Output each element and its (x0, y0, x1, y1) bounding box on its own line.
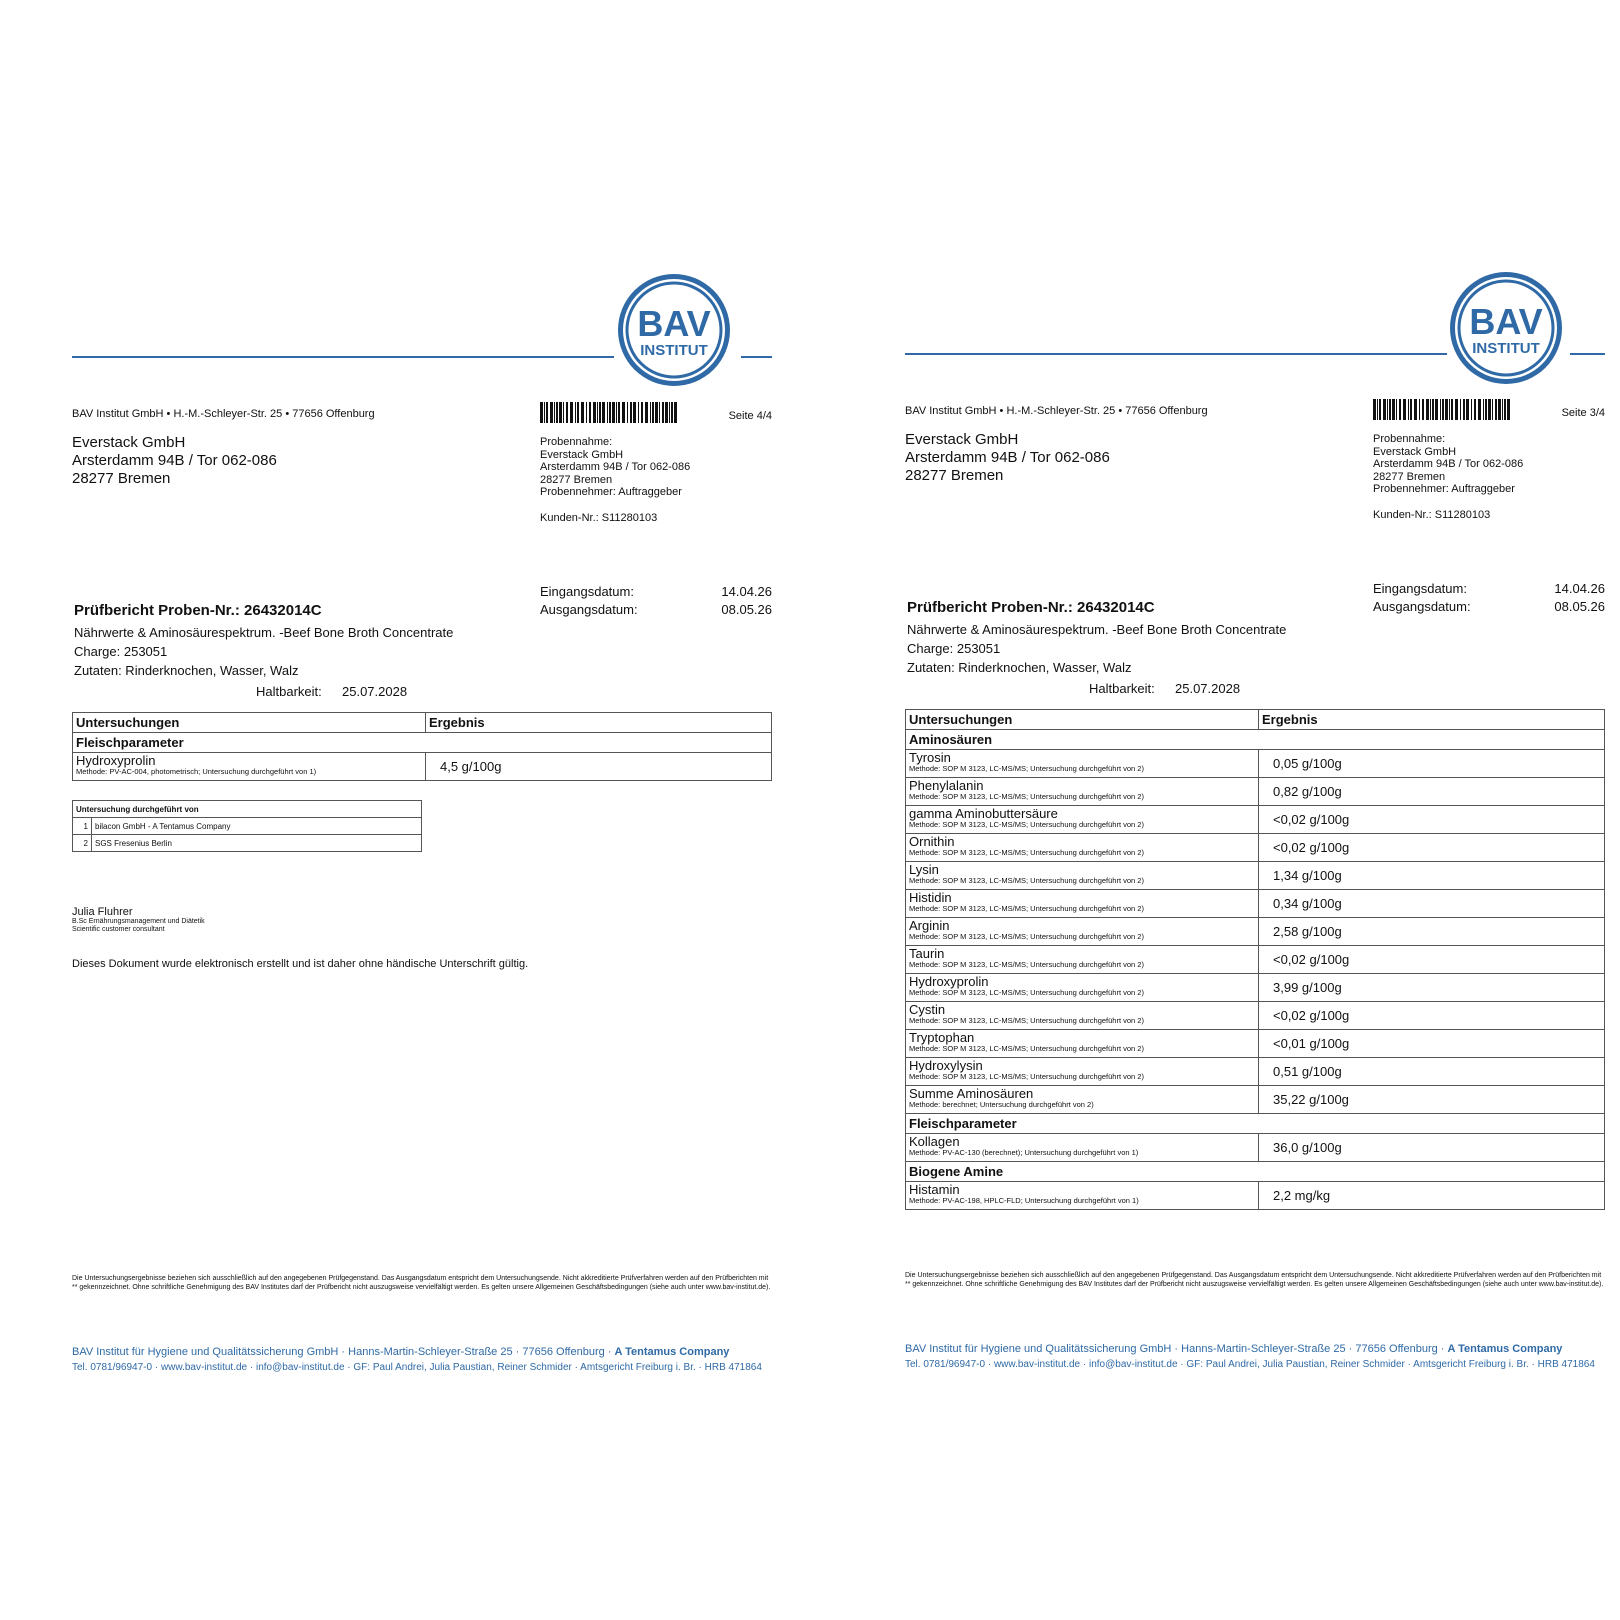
barcode-bar (586, 402, 587, 423)
barcode-bar (1502, 399, 1503, 420)
table-row: Arginin Methode: SOP M 3123, LC-MS/MS; Untersuchung durchgeführt von 2) 2,58 g/100g (906, 918, 1605, 946)
header-rule (72, 356, 614, 358)
report-title: Prüfbericht Proben-Nr.: 26432014C (907, 599, 1155, 616)
sender-line: BAV Institut GmbH • H.-M.-Schleyer-Str. 25 • 77656 Offenburg (905, 405, 1208, 417)
labs-table: Untersuchung durchgeführt von 1 bilacon GmbH - A Tentamus Company 2 SGS Fresenius Berlin (72, 800, 422, 852)
barcode-bar (616, 402, 617, 423)
barcode-bar (1387, 399, 1388, 420)
table-row: Tyrosin Methode: SOP M 3123, LC-MS/MS; Untersuchung durchgeführt von 2) 0,05 g/100g (906, 750, 1605, 778)
group-row: Biogene Amine (906, 1162, 1605, 1182)
barcode-bar (1449, 399, 1450, 420)
barcode-bar (1389, 399, 1391, 420)
barcode-bar (593, 402, 596, 423)
group-row: Fleischparameter (906, 1114, 1605, 1134)
barcode-bar (1408, 399, 1409, 420)
barcode-bar (1399, 399, 1401, 420)
table-row: Cystin Methode: SOP M 3123, LC-MS/MS; Untersuchung durchgeführt von 2) <0,02 g/100g (906, 1002, 1605, 1030)
customer-number: Kunden-Nr.: S11280103 (540, 512, 658, 524)
barcode-bar (612, 402, 615, 423)
barcode-bar (1455, 399, 1458, 420)
recipient-address: Everstack GmbH Arsterdamm 94B / Tor 062-086 28277 Bremen (905, 431, 1110, 484)
barcode-bar (550, 402, 553, 423)
barcode-bar (622, 402, 625, 423)
barcode-bar (1383, 399, 1386, 420)
barcode-bar (1373, 399, 1376, 420)
bav-logo (1448, 270, 1564, 386)
table-row: Hydroxyprolin Methode: PV-AC-004, photometrisch; Untersuchung durchgeführt von 1) 4,5 g/100g (73, 753, 772, 781)
electronic-note: Dieses Dokument wurde elektronisch erstellt und ist daher ohne händische Unterschrift gültig. (72, 958, 529, 970)
barcode-bar (607, 402, 608, 423)
report-description: Nährwerte & Aminosäurespektrum. -Beef Bone Broth Concentrate Charge: 253051 Zutaten: Rinderknochen, Wasser, Walz (907, 622, 1287, 675)
table-row: Hydroxylysin Methode: SOP M 3123, LC-MS/MS; Untersuchung durchgeführt von 2) 0,51 g/100g (906, 1058, 1605, 1086)
barcode-bar (618, 402, 620, 423)
table-header: Untersuchungen Ergebnis (906, 710, 1605, 730)
header-rule (905, 353, 1447, 355)
barcode-bar (575, 402, 576, 423)
barcode-bar (627, 402, 628, 423)
results-table (72, 712, 772, 781)
barcode-bar (1422, 399, 1424, 420)
barcode-bar (1485, 399, 1487, 420)
barcode-bar (662, 402, 664, 423)
barcode-bar (1492, 399, 1493, 420)
barcode-bar (650, 402, 651, 423)
barcode-bar (570, 402, 573, 423)
group-row: Fleischparameter (73, 733, 772, 753)
shelf-life: Haltbarkeit: 25.07.2028 (1089, 681, 1241, 696)
barcode-bar (1419, 399, 1420, 420)
barcode (540, 402, 680, 423)
table-row: Phenylalanin Methode: SOP M 3123, LC-MS/MS; Untersuchung durchgeführt von 2) 0,82 g/100g (906, 778, 1605, 806)
barcode-bar (1440, 399, 1441, 420)
table-row: Ornithin Methode: SOP M 3123, LC-MS/MS; Untersuchung durchgeführt von 2) <0,02 g/100g (906, 834, 1605, 862)
bav-logo (616, 272, 732, 388)
barcode-bar (665, 402, 668, 423)
barcode-bar (1507, 399, 1510, 420)
barcode-bar (1466, 399, 1469, 420)
page-number: Seite 3/4 (1561, 407, 1605, 419)
svg-text:BAV: BAV (1469, 301, 1543, 342)
barcode-bar (1474, 399, 1476, 420)
barcode-bar (597, 402, 598, 423)
barcode-bar (1392, 399, 1395, 420)
footer-contact: Tel. 0781/96947-0 · www.bav-institut.de · info@bav-institut.de · GF: Paul Andrei, Julia Paustian, Reiner Schmider · Amtsgericht Freiburg i. Br. · HRB 471864 (72, 1362, 762, 1373)
barcode-bar (1432, 399, 1434, 420)
barcode-bar (1463, 399, 1465, 420)
table-row: Hydroxyprolin Methode: SOP M 3123, LC-MS/MS; Untersuchung durchgeführt von 2) 3,99 g/100g (906, 974, 1605, 1002)
barcode-bar (609, 402, 611, 423)
barcode-bar (1435, 399, 1438, 420)
barcode-bar (638, 402, 639, 423)
barcode-bar (1414, 399, 1417, 420)
svg-text:BAV: BAV (637, 303, 711, 344)
barcode-bar (577, 402, 579, 423)
barcode-bar (641, 402, 643, 423)
barcode-bar (1430, 399, 1431, 420)
group-row: Aminosäuren (906, 730, 1605, 750)
table-row: Lysin Methode: SOP M 3123, LC-MS/MS; Untersuchung durchgeführt von 2) 1,34 g/100g (906, 862, 1605, 890)
table-row: 1 bilacon GmbH - A Tentamus Company (73, 818, 422, 835)
signer-block: Julia Fluhrer B.Sc Ernährungsmanagement und Diätetik Scientific customer consultant (72, 906, 205, 933)
barcode-bar (556, 402, 558, 423)
customer-number: Kunden-Nr.: S11280103 (1373, 509, 1491, 521)
barcode-bar (1379, 399, 1381, 420)
table-row: Taurin Methode: SOP M 3123, LC-MS/MS; Untersuchung durchgeführt von 2) <0,02 g/100g (906, 946, 1605, 974)
barcode-bar (1442, 399, 1444, 420)
barcode-bar (652, 402, 654, 423)
barcode-bar (1445, 399, 1448, 420)
sampling-info: Probennahme: Everstack GmbH Arsterdamm 94B / Tor 062-086 28277 Bremen Probennehmer: Auftraggeber (540, 436, 691, 498)
footer-address: BAV Institut für Hygiene und Qualitätssicherung GmbH · Hanns-Martin-Schleyer-Straße 25 · 77656 Offenburg · A Tentamus Company (905, 1343, 1563, 1355)
barcode-bar (1504, 399, 1506, 420)
barcode-bar (630, 402, 632, 423)
barcode-bar (540, 402, 543, 423)
table-row: 2 SGS Fresenius Berlin (73, 835, 422, 852)
barcode-bar (659, 402, 660, 423)
page-number: Seite 4/4 (728, 410, 772, 422)
barcode-bar (1495, 399, 1497, 420)
header-rule (1570, 353, 1605, 355)
sampling-info: Probennahme: Everstack GmbH Arsterdamm 94B / Tor 062-086 28277 Bremen Probennehmer: Auftraggeber (1373, 433, 1524, 495)
barcode-bar (554, 402, 555, 423)
svg-text:INSTITUT: INSTITUT (640, 342, 708, 359)
barcode-bar (602, 402, 605, 423)
table-row: Tryptophan Methode: SOP M 3123, LC-MS/MS; Untersuchung durchgeführt von 2) <0,01 g/100g (906, 1030, 1605, 1058)
barcode-bar (581, 402, 584, 423)
barcode-bar (669, 402, 670, 423)
footer-address: BAV Institut für Hygiene und Qualitätssicherung GmbH · Hanns-Martin-Schleyer-Straße 25 · 77656 Offenburg · A Tentamus Company (72, 1346, 730, 1358)
barcode-bar (1483, 399, 1484, 420)
report-page-4 (72, 0, 772, 1620)
dates-block: Eingangsdatum: 14.04.26 Ausgangsdatum: 08.05.26 (1373, 581, 1605, 614)
barcode-bar (559, 402, 562, 423)
disclaimer: Die Untersuchungsergebnisse beziehen sich ausschließlich auf den angegebenen Prüfgegenstand. Das Ausgangsdatum entspricht dem Untersuchungsende. Nicht akkreditierte Prüfverfahren werden auf den Prüfberichten mit ** gekennzeichnet. Ohne schriftliche Genehmigung des BAV Institutes darf der Prüfbericht nicht auszugsweise vervielfältigt werden. Es gelten unsere Allgemeinen Geschäftsbedingungen (siehe auch unter www.bav-institut.de). (905, 1272, 1604, 1288)
report-page-3 (905, 0, 1605, 1620)
barcode-bar (671, 402, 673, 423)
barcode-bar (1451, 399, 1453, 420)
barcode (1373, 399, 1513, 420)
report-description: Nährwerte & Aminosäurespektrum. -Beef Bone Broth Concentrate Charge: 253051 Zutaten: Rinderknochen, Wasser, Walz (74, 625, 454, 678)
results-table (905, 709, 1605, 1210)
header-rule (741, 356, 772, 358)
barcode-bar (1460, 399, 1461, 420)
barcode-bar (1488, 399, 1491, 420)
sender-line: BAV Institut GmbH • H.-M.-Schleyer-Str. 25 • 77656 Offenburg (72, 408, 375, 420)
barcode-bar (1396, 399, 1397, 420)
table-row: Histidin Methode: SOP M 3123, LC-MS/MS; Untersuchung durchgeführt von 2) 0,34 g/100g (906, 890, 1605, 918)
barcode-bar (589, 402, 591, 423)
table-row: gamma Aminobuttersäure Methode: SOP M 3123, LC-MS/MS; Untersuchung durchgeführt von 2) <0,02 g/100g (906, 806, 1605, 834)
barcode-bar (544, 402, 545, 423)
table-row: Summe Aminosäuren Methode: berechnet; Untersuchung durchgeführt von 2) 35,22 g/100g (906, 1086, 1605, 1114)
footer-contact: Tel. 0781/96947-0 · www.bav-institut.de · info@bav-institut.de · GF: Paul Andrei, Julia Paustian, Reiner Schmider · Amtsgericht Freiburg i. Br. · HRB 471864 (905, 1359, 1595, 1370)
recipient-address: Everstack GmbH Arsterdamm 94B / Tor 062-086 28277 Bremen (72, 434, 277, 487)
barcode-bar (1410, 399, 1412, 420)
barcode-bar (546, 402, 548, 423)
barcode-bar (1498, 399, 1501, 420)
barcode-bar (1478, 399, 1481, 420)
barcode-bar (674, 402, 677, 423)
barcode-bar (655, 402, 658, 423)
barcode-bar (563, 402, 564, 423)
barcode-bar (599, 402, 601, 423)
barcode-bar (1426, 399, 1429, 420)
barcode-bar (1377, 399, 1378, 420)
table-row: Histamin Methode: PV-AC-198, HPLC-FLD; Untersuchung durchgeführt von 1) 2,2 mg/kg (906, 1182, 1605, 1210)
table-header: Untersuchungen Ergebnis (73, 713, 772, 733)
barcode-bar (566, 402, 568, 423)
barcode-bar (633, 402, 636, 423)
dates-block: Eingangsdatum: 14.04.26 Ausgangsdatum: 08.05.26 (540, 584, 772, 617)
barcode-bar (645, 402, 648, 423)
shelf-life: Haltbarkeit: 25.07.2028 (256, 684, 408, 699)
table-row: Kollagen Methode: PV-AC-130 (berechnet); Untersuchung durchgeführt von 1) 36,0 g/100g (906, 1134, 1605, 1162)
disclaimer: Die Untersuchungsergebnisse beziehen sich ausschließlich auf den angegebenen Prüfgegenstand. Das Ausgangsdatum entspricht dem Untersuchungsende. Nicht akkreditierte Prüfverfahren werden auf den Prüfberichten mit ** gekennzeichnet. Ohne schriftliche Genehmigung des BAV Institutes darf der Prüfbericht nicht auszugsweise vervielfältigt werden. Es gelten unsere Allgemeinen Geschäftsbedingungen (siehe auch unter www.bav-institut.de). (72, 1275, 771, 1291)
barcode-bar (1471, 399, 1472, 420)
report-title: Prüfbericht Proben-Nr.: 26432014C (74, 602, 322, 619)
svg-text:INSTITUT: INSTITUT (1472, 340, 1540, 357)
barcode-bar (1403, 399, 1406, 420)
